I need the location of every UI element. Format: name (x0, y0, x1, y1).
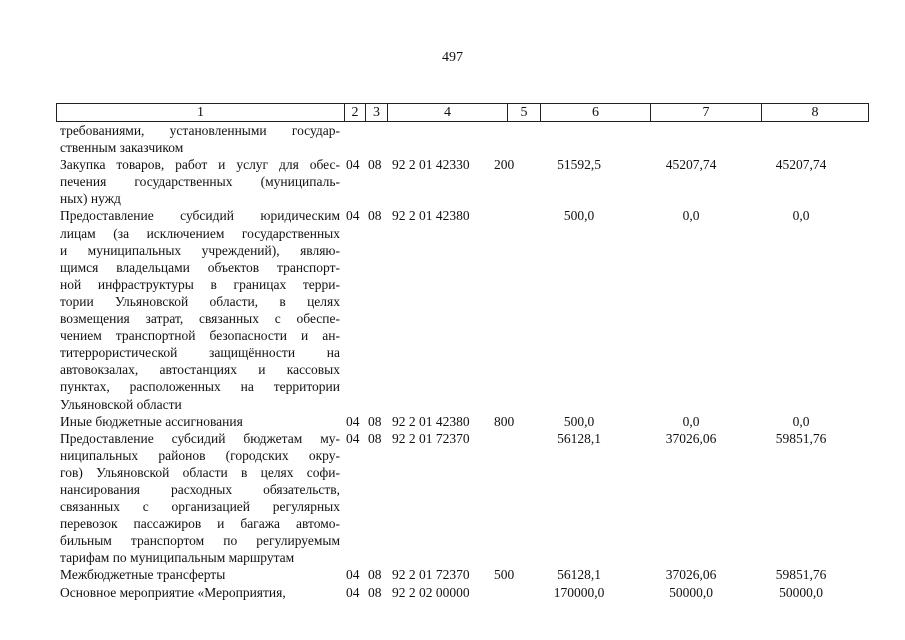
column-header-8: 8 (762, 104, 869, 122)
cell-column-6: 170000,0 (553, 584, 605, 600)
description-line: титеррористической защищённости на (60, 345, 340, 361)
description-line: печения государственных (муниципаль- (60, 174, 340, 190)
column-header-7: 7 (651, 104, 762, 122)
cell-column-7: 0,0 (682, 413, 700, 429)
column-header-6: 6 (541, 104, 651, 122)
cell-column-6: 51592,5 (557, 157, 601, 173)
cell-column-3: 08 (368, 413, 382, 429)
cell-column-8: 0,0 (792, 413, 810, 429)
description-line: тарифам по муниципальным маршрутам (60, 550, 295, 566)
row-description (56, 413, 340, 430)
cell-column-7: 37026,06 (665, 430, 717, 446)
cell-column-8: 59851,76 (775, 430, 827, 446)
row-description (56, 156, 340, 207)
cell-column-4: 92 2 01 72370 (392, 567, 470, 583)
cell-column-4: 92 2 01 42330 (392, 157, 470, 173)
column-header-4: 4 (388, 104, 508, 122)
row-description (56, 584, 340, 601)
cell-column-7: 37026,06 (665, 567, 717, 583)
table-row (56, 413, 854, 430)
row-description (56, 566, 340, 583)
description-line: Иные бюджетные ассигнования (60, 413, 243, 429)
description-line: ственным заказчиком (60, 140, 184, 156)
cell-column-7: 0,0 (682, 208, 700, 224)
cell-column-5: 500 (494, 567, 515, 583)
description-line: щимся владельцами объектов транспорт- (60, 259, 340, 275)
cell-column-3: 08 (368, 584, 382, 600)
description-line: бильным транспортом по регулируемым (60, 533, 340, 549)
cell-column-3: 08 (368, 430, 382, 446)
cell-column-7: 45207,74 (665, 157, 717, 173)
column-header-row (57, 104, 869, 122)
cell-column-4: 92 2 02 00000 (392, 584, 470, 600)
description-line: нансирования расходных обязательств, (60, 481, 340, 497)
description-line: ной инфраструктуры в границах терри- (60, 276, 340, 292)
cell-column-8: 50000,0 (779, 584, 823, 600)
description-line: ниципальных районов (городских окру- (60, 447, 340, 463)
cell-column-8: 0,0 (792, 208, 810, 224)
cell-column-4: 92 2 01 72370 (392, 430, 470, 446)
row-description (56, 207, 340, 412)
cell-column-6: 500,0 (563, 208, 595, 224)
table-row (56, 207, 854, 412)
description-line: Основное мероприятие «Мероприятия, (60, 584, 286, 600)
column-header-table (56, 103, 869, 122)
column-header-2: 2 (345, 104, 366, 122)
cell-column-8: 59851,76 (775, 567, 827, 583)
description-line: возмещения затрат, связанных с обеспе- (60, 311, 340, 327)
description-line: Предоставление субсидий бюджетам му- (60, 430, 340, 446)
cell-column-2: 04 (346, 584, 360, 600)
cell-column-4: 92 2 01 42380 (392, 413, 470, 429)
description-line: требованиями, установленными государ- (60, 123, 340, 138)
description-line: лицам (за исключением государственных (60, 225, 340, 241)
column-header-1: 1 (57, 104, 345, 122)
cell-column-2: 04 (346, 157, 360, 173)
description-line: тории Ульяновской области, в целях (60, 293, 340, 309)
cell-column-3: 08 (368, 567, 382, 583)
description-line: связанных с организацией регулярных (60, 499, 340, 515)
description-line: перевозок пассажиров и багажа автомо- (60, 516, 340, 532)
description-line: Межбюджетные трансферты (60, 567, 226, 583)
column-header-3: 3 (366, 104, 388, 122)
cell-column-6: 56128,1 (557, 430, 601, 446)
budget-table-body (56, 122, 854, 601)
cell-column-4: 92 2 01 42380 (392, 208, 470, 224)
row-description (56, 122, 340, 156)
table-row (56, 156, 854, 207)
table-row (56, 122, 854, 156)
cell-column-3: 08 (368, 208, 382, 224)
cell-column-8: 45207,74 (775, 157, 827, 173)
description-line: автовокзалах, автостанциях и кассовых (60, 362, 340, 378)
cell-column-2: 04 (346, 413, 360, 429)
description-line: Предоставление субсидий юридическим (60, 208, 340, 224)
cell-column-3: 08 (368, 157, 382, 173)
description-line: и муниципальных учреждений), являю- (60, 242, 340, 258)
cell-column-6: 56128,1 (557, 567, 601, 583)
description-line: ных) нужд (60, 191, 121, 207)
table-row (56, 566, 854, 583)
column-header-5: 5 (508, 104, 541, 122)
cell-column-2: 04 (346, 567, 360, 583)
description-line: Закупка товаров, работ и услуг для обес- (60, 157, 340, 173)
cell-column-6: 500,0 (563, 413, 595, 429)
cell-column-5: 800 (494, 413, 515, 429)
page-number: 497 (442, 50, 463, 65)
cell-column-5: 200 (494, 157, 515, 173)
table-row (56, 584, 854, 601)
row-description (56, 430, 340, 567)
cell-column-2: 04 (346, 430, 360, 446)
description-line: Ульяновской области (60, 396, 182, 412)
description-line: пунктах, расположенных на территории (60, 379, 340, 395)
cell-column-7: 50000,0 (669, 584, 713, 600)
table-row (56, 430, 854, 567)
description-line: гов) Ульяновской области в целях софи- (60, 464, 340, 480)
description-line: чением транспортной безопасности и ан- (60, 328, 340, 344)
cell-column-2: 04 (346, 208, 360, 224)
